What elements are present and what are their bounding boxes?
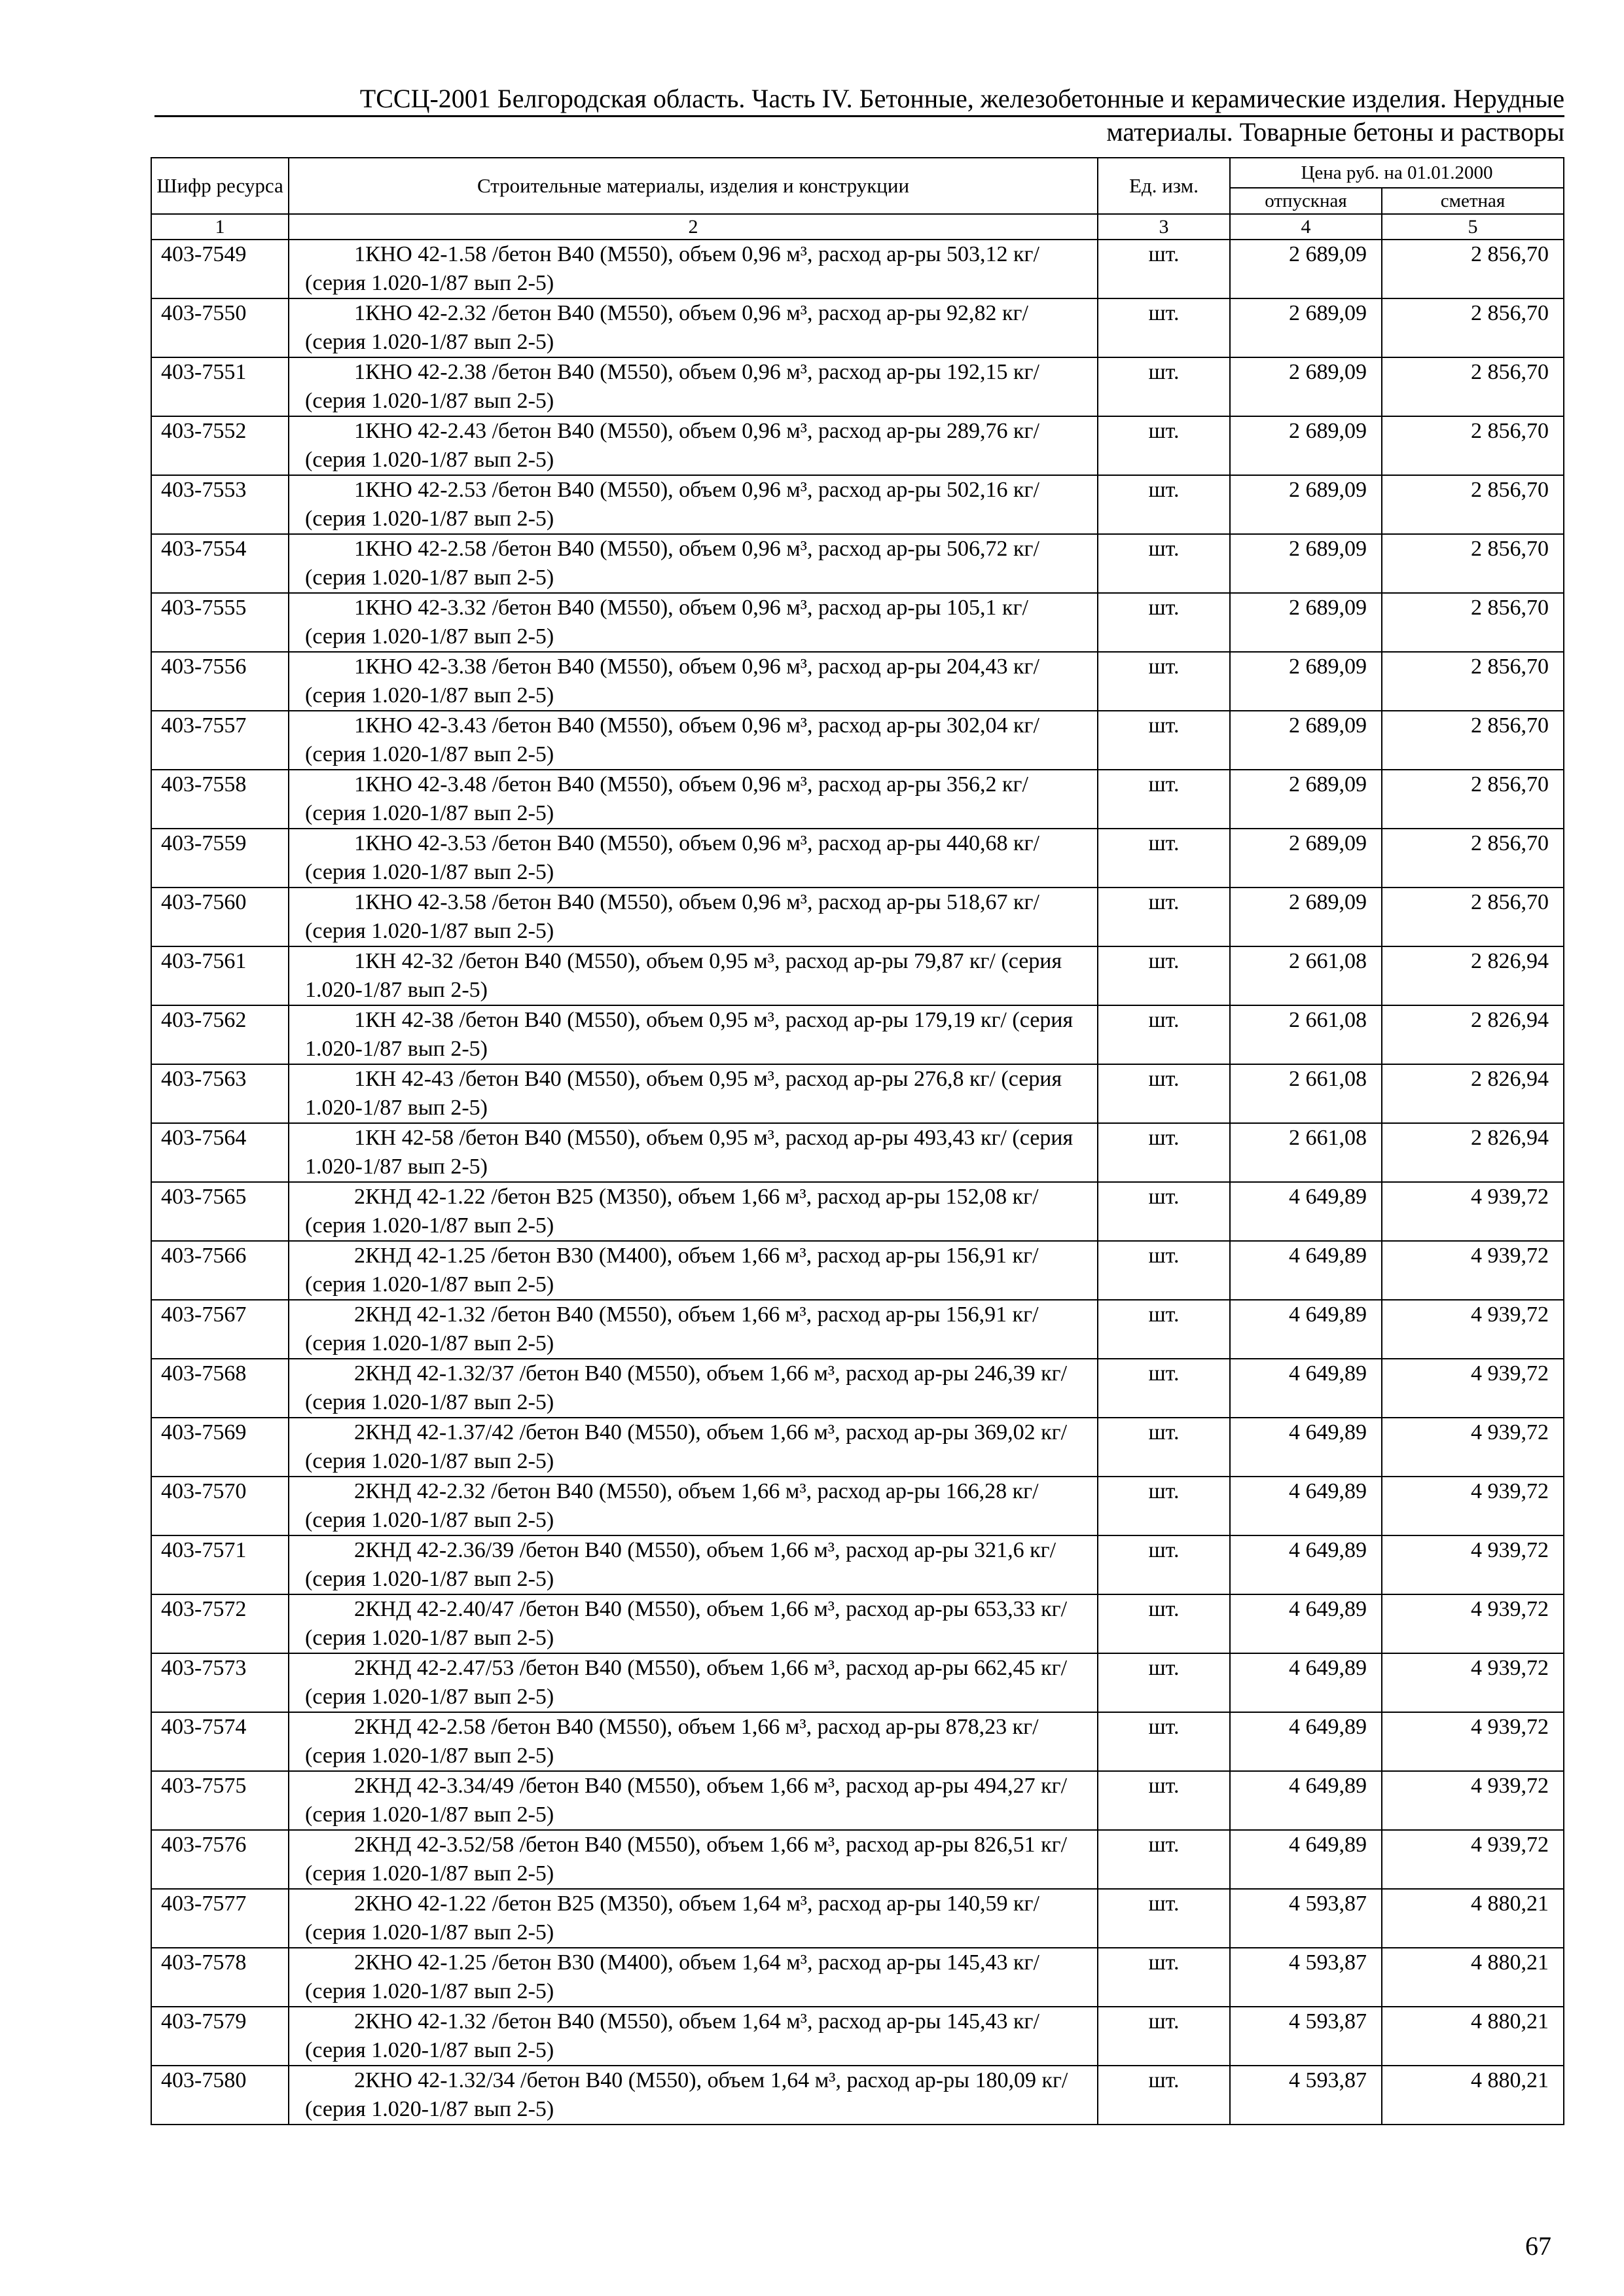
resource-code-cell: 403-7562 bbox=[151, 1005, 289, 1064]
table-row bbox=[151, 1241, 1564, 1300]
resource-code-cell: 403-7563 bbox=[151, 1064, 289, 1123]
unit-cell: шт. bbox=[1098, 1712, 1230, 1771]
resource-code-cell: 403-7554 bbox=[151, 534, 289, 593]
release-price-cell: 4 649,89 bbox=[1230, 1712, 1382, 1771]
release-price-cell: 4 649,89 bbox=[1230, 1535, 1382, 1594]
col-header-name: Строительные материалы, изделия и конструкции bbox=[289, 158, 1098, 214]
release-price-cell: 4 649,89 bbox=[1230, 1241, 1382, 1300]
resource-code-cell: 403-7567 bbox=[151, 1300, 289, 1359]
estimate-price-cell: 4 939,72 bbox=[1382, 1712, 1564, 1771]
material-description-cell: 2КНД 42-2.40/47 /бетон В40 (М550), объем 1,66 м³, расход ар-ры 653,33 кг/ (серия 1.020-1/87 вып 2-5) bbox=[289, 1594, 1098, 1653]
release-price-cell: 2 689,09 bbox=[1230, 475, 1382, 534]
table-row bbox=[151, 1359, 1564, 1418]
col-header-code: Шифр ресурса bbox=[151, 158, 289, 214]
estimate-price-cell: 2 856,70 bbox=[1382, 711, 1564, 770]
material-description-cell: 2КНО 42-1.25 /бетон В30 (М400), объем 1,64 м³, расход ар-ры 145,43 кг/ (серия 1.020-1/87 вып 2-5) bbox=[289, 1948, 1098, 2007]
resource-code-cell: 403-7570 bbox=[151, 1477, 289, 1535]
resource-code-cell: 403-7564 bbox=[151, 1123, 289, 1182]
release-price-cell: 4 649,89 bbox=[1230, 1300, 1382, 1359]
unit-cell: шт. bbox=[1098, 534, 1230, 593]
unit-cell: шт. bbox=[1098, 946, 1230, 1005]
estimate-price-cell: 4 880,21 bbox=[1382, 1889, 1564, 1948]
material-description-cell: 1КНО 42-2.32 /бетон В40 (М550), объем 0,96 м³, расход ар-ры 92,82 кг/ (серия 1.020-1/87 вып 2-5) bbox=[289, 298, 1098, 357]
release-price-cell: 2 689,09 bbox=[1230, 652, 1382, 711]
table-row bbox=[151, 1712, 1564, 1771]
material-description-cell: 2КНО 42-1.22 /бетон В25 (М350), объем 1,64 м³, расход ар-ры 140,59 кг/ (серия 1.020-1/87 вып 2-5) bbox=[289, 1889, 1098, 1948]
table-row bbox=[151, 1830, 1564, 1889]
release-price-cell: 4 649,89 bbox=[1230, 1359, 1382, 1418]
estimate-price-cell: 2 856,70 bbox=[1382, 534, 1564, 593]
material-description-cell: 1КНО 42-1.58 /бетон В40 (М550), объем 0,96 м³, расход ар-ры 503,12 кг/ (серия 1.020-1/87 вып 2-5) bbox=[289, 240, 1098, 298]
table-body bbox=[151, 240, 1564, 2125]
table-row bbox=[151, 652, 1564, 711]
material-description-cell: 1КНО 42-3.43 /бетон В40 (М550), объем 0,96 м³, расход ар-ры 302,04 кг/ (серия 1.020-1/87 вып 2-5) bbox=[289, 711, 1098, 770]
resource-code-cell: 403-7551 bbox=[151, 357, 289, 416]
col-header-price-group: Цена руб. на 01.01.2000 bbox=[1230, 158, 1564, 188]
release-price-cell: 2 661,08 bbox=[1230, 946, 1382, 1005]
resource-code-cell: 403-7557 bbox=[151, 711, 289, 770]
table-row bbox=[151, 1064, 1564, 1123]
table-row bbox=[151, 298, 1564, 357]
material-description-cell: 1КНО 42-2.43 /бетон В40 (М550), объем 0,96 м³, расход ар-ры 289,76 кг/ (серия 1.020-1/87 вып 2-5) bbox=[289, 416, 1098, 475]
unit-cell: шт. bbox=[1098, 1771, 1230, 1830]
resource-code-cell: 403-7573 bbox=[151, 1653, 289, 1712]
release-price-cell: 4 593,87 bbox=[1230, 2066, 1382, 2125]
release-price-cell: 4 649,89 bbox=[1230, 1653, 1382, 1712]
unit-cell: шт. bbox=[1098, 1064, 1230, 1123]
resource-code-cell: 403-7578 bbox=[151, 1948, 289, 2007]
release-price-cell: 2 689,09 bbox=[1230, 240, 1382, 298]
table-row bbox=[151, 357, 1564, 416]
table-row bbox=[151, 1123, 1564, 1182]
col-number-1: 1 bbox=[151, 214, 289, 240]
material-description-cell: 2КНД 42-3.34/49 /бетон В40 (М550), объем 1,66 м³, расход ар-ры 494,27 кг/ (серия 1.020-1/87 вып 2-5) bbox=[289, 1771, 1098, 1830]
resource-code-cell: 403-7571 bbox=[151, 1535, 289, 1594]
material-description-cell: 2КНД 42-2.47/53 /бетон В40 (М550), объем 1,66 м³, расход ар-ры 662,45 кг/ (серия 1.020-1/87 вып 2-5) bbox=[289, 1653, 1098, 1712]
unit-cell: шт. bbox=[1098, 1830, 1230, 1889]
estimate-price-cell: 2 826,94 bbox=[1382, 1005, 1564, 1064]
table-row bbox=[151, 1771, 1564, 1830]
table-row bbox=[151, 1182, 1564, 1241]
estimate-price-cell: 4 939,72 bbox=[1382, 1418, 1564, 1477]
resource-code-cell: 403-7579 bbox=[151, 2007, 289, 2066]
table-row bbox=[151, 2066, 1564, 2125]
table-row bbox=[151, 475, 1564, 534]
table-row bbox=[151, 888, 1564, 946]
material-description-cell: 1КН 42-38 /бетон В40 (М550), объем 0,95 м³, расход ар-ры 179,19 кг/ (серия 1.020-1/87 вып 2-5) bbox=[289, 1005, 1098, 1064]
release-price-cell: 2 661,08 bbox=[1230, 1005, 1382, 1064]
material-description-cell: 2КНД 42-2.58 /бетон В40 (М550), объем 1,66 м³, расход ар-ры 878,23 кг/ (серия 1.020-1/87 вып 2-5) bbox=[289, 1712, 1098, 1771]
resource-code-cell: 403-7561 bbox=[151, 946, 289, 1005]
estimate-price-cell: 2 826,94 bbox=[1382, 946, 1564, 1005]
material-description-cell: 2КНО 42-1.32/34 /бетон В40 (М550), объем 1,64 м³, расход ар-ры 180,09 кг/ (серия 1.020-1/87 вып 2-5) bbox=[289, 2066, 1098, 2125]
col-header-price-release: отпускная bbox=[1230, 188, 1382, 214]
release-price-cell: 4 593,87 bbox=[1230, 1889, 1382, 1948]
table-row bbox=[151, 1300, 1564, 1359]
release-price-cell: 2 689,09 bbox=[1230, 298, 1382, 357]
release-price-cell: 4 593,87 bbox=[1230, 1948, 1382, 2007]
table-row bbox=[151, 1535, 1564, 1594]
material-description-cell: 1КН 42-43 /бетон В40 (М550), объем 0,95 м³, расход ар-ры 276,8 кг/ (серия 1.020-1/87 вып 2-5) bbox=[289, 1064, 1098, 1123]
table-row bbox=[151, 1889, 1564, 1948]
col-number-5: 5 bbox=[1382, 214, 1564, 240]
estimate-price-cell: 2 856,70 bbox=[1382, 888, 1564, 946]
resource-code-cell: 403-7559 bbox=[151, 829, 289, 888]
col-header-price-estimate: сметная bbox=[1382, 188, 1564, 214]
estimate-price-cell: 4 939,72 bbox=[1382, 1477, 1564, 1535]
unit-cell: шт. bbox=[1098, 1948, 1230, 2007]
material-description-cell: 1КН 42-58 /бетон В40 (М550), объем 0,95 м³, расход ар-ры 493,43 кг/ (серия 1.020-1/87 вып 2-5) bbox=[289, 1123, 1098, 1182]
unit-cell: шт. bbox=[1098, 1653, 1230, 1712]
table-row bbox=[151, 829, 1564, 888]
unit-cell: шт. bbox=[1098, 888, 1230, 946]
estimate-price-cell: 4 939,72 bbox=[1382, 1653, 1564, 1712]
resource-code-cell: 403-7560 bbox=[151, 888, 289, 946]
table-row bbox=[151, 1594, 1564, 1653]
unit-cell: шт. bbox=[1098, 1889, 1230, 1948]
estimate-price-cell: 2 856,70 bbox=[1382, 475, 1564, 534]
estimate-price-cell: 4 939,72 bbox=[1382, 1182, 1564, 1241]
estimate-price-cell: 4 939,72 bbox=[1382, 1771, 1564, 1830]
material-description-cell: 2КНД 42-1.32 /бетон В40 (М550), объем 1,66 м³, расход ар-ры 156,91 кг/ (серия 1.020-1/87 вып 2-5) bbox=[289, 1300, 1098, 1359]
estimate-price-cell: 2 826,94 bbox=[1382, 1123, 1564, 1182]
material-description-cell: 1КНО 42-3.58 /бетон В40 (М550), объем 0,96 м³, расход ар-ры 518,67 кг/ (серия 1.020-1/87 вып 2-5) bbox=[289, 888, 1098, 946]
header-line-1: ТССЦ-2001 Белгородская область. Часть IV. Бетонные, железобетонные и керамические изделия. Нерудные bbox=[154, 84, 1564, 117]
unit-cell: шт. bbox=[1098, 2007, 1230, 2066]
estimate-price-cell: 4 880,21 bbox=[1382, 2007, 1564, 2066]
resource-code-cell: 403-7574 bbox=[151, 1712, 289, 1771]
material-description-cell: 1КНО 42-2.38 /бетон В40 (М550), объем 0,96 м³, расход ар-ры 192,15 кг/ (серия 1.020-1/87 вып 2-5) bbox=[289, 357, 1098, 416]
resource-code-cell: 403-7565 bbox=[151, 1182, 289, 1241]
unit-cell: шт. bbox=[1098, 829, 1230, 888]
resource-code-cell: 403-7580 bbox=[151, 2066, 289, 2125]
release-price-cell: 4 593,87 bbox=[1230, 2007, 1382, 2066]
material-description-cell: 1КНО 42-2.53 /бетон В40 (М550), объем 0,96 м³, расход ар-ры 502,16 кг/ (серия 1.020-1/87 вып 2-5) bbox=[289, 475, 1098, 534]
resource-code-cell: 403-7572 bbox=[151, 1594, 289, 1653]
unit-cell: шт. bbox=[1098, 711, 1230, 770]
price-table bbox=[151, 157, 1564, 2125]
estimate-price-cell: 4 939,72 bbox=[1382, 1241, 1564, 1300]
release-price-cell: 2 689,09 bbox=[1230, 357, 1382, 416]
unit-cell: шт. bbox=[1098, 1359, 1230, 1418]
material-description-cell: 2КНД 42-1.22 /бетон В25 (М350), объем 1,66 м³, расход ар-ры 152,08 кг/ (серия 1.020-1/87 вып 2-5) bbox=[289, 1182, 1098, 1241]
estimate-price-cell: 4 939,72 bbox=[1382, 1300, 1564, 1359]
release-price-cell: 2 689,09 bbox=[1230, 534, 1382, 593]
estimate-price-cell: 4 939,72 bbox=[1382, 1535, 1564, 1594]
unit-cell: шт. bbox=[1098, 475, 1230, 534]
material-description-cell: 2КНД 42-1.32/37 /бетон В40 (М550), объем 1,66 м³, расход ар-ры 246,39 кг/ (серия 1.020-1/87 вып 2-5) bbox=[289, 1359, 1098, 1418]
resource-code-cell: 403-7569 bbox=[151, 1418, 289, 1477]
estimate-price-cell: 4 939,72 bbox=[1382, 1359, 1564, 1418]
col-number-4: 4 bbox=[1230, 214, 1382, 240]
resource-code-cell: 403-7577 bbox=[151, 1889, 289, 1948]
unit-cell: шт. bbox=[1098, 593, 1230, 652]
estimate-price-cell: 2 826,94 bbox=[1382, 1064, 1564, 1123]
material-description-cell: 2КНД 42-1.37/42 /бетон В40 (М550), объем 1,66 м³, расход ар-ры 369,02 кг/ (серия 1.020-1/87 вып 2-5) bbox=[289, 1418, 1098, 1477]
release-price-cell: 4 649,89 bbox=[1230, 1594, 1382, 1653]
unit-cell: шт. bbox=[1098, 770, 1230, 829]
table-row bbox=[151, 711, 1564, 770]
material-description-cell: 1КНО 42-2.58 /бетон В40 (М550), объем 0,96 м³, расход ар-ры 506,72 кг/ (серия 1.020-1/87 вып 2-5) bbox=[289, 534, 1098, 593]
unit-cell: шт. bbox=[1098, 1241, 1230, 1300]
unit-cell: шт. bbox=[1098, 1300, 1230, 1359]
resource-code-cell: 403-7576 bbox=[151, 1830, 289, 1889]
release-price-cell: 4 649,89 bbox=[1230, 1771, 1382, 1830]
table-row bbox=[151, 2007, 1564, 2066]
material-description-cell: 1КНО 42-3.32 /бетон В40 (М550), объем 0,96 м³, расход ар-ры 105,1 кг/ (серия 1.020-1/87 вып 2-5) bbox=[289, 593, 1098, 652]
unit-cell: шт. bbox=[1098, 1418, 1230, 1477]
table-row bbox=[151, 1477, 1564, 1535]
col-number-3: 3 bbox=[1098, 214, 1230, 240]
estimate-price-cell: 2 856,70 bbox=[1382, 298, 1564, 357]
estimate-price-cell: 2 856,70 bbox=[1382, 652, 1564, 711]
estimate-price-cell: 2 856,70 bbox=[1382, 416, 1564, 475]
estimate-price-cell: 4 880,21 bbox=[1382, 2066, 1564, 2125]
material-description-cell: 1КНО 42-3.38 /бетон В40 (М550), объем 0,96 м³, расход ар-ры 204,43 кг/ (серия 1.020-1/87 вып 2-5) bbox=[289, 652, 1098, 711]
estimate-price-cell: 2 856,70 bbox=[1382, 357, 1564, 416]
resource-code-cell: 403-7552 bbox=[151, 416, 289, 475]
estimate-price-cell: 4 939,72 bbox=[1382, 1594, 1564, 1653]
release-price-cell: 2 689,09 bbox=[1230, 593, 1382, 652]
unit-cell: шт. bbox=[1098, 1123, 1230, 1182]
estimate-price-cell: 2 856,70 bbox=[1382, 770, 1564, 829]
unit-cell: шт. bbox=[1098, 298, 1230, 357]
header-line-2: материалы. Товарные бетоны и растворы bbox=[1106, 117, 1564, 147]
release-price-cell: 2 689,09 bbox=[1230, 829, 1382, 888]
unit-cell: шт. bbox=[1098, 1594, 1230, 1653]
table-row bbox=[151, 416, 1564, 475]
material-description-cell: 1КНО 42-3.53 /бетон В40 (М550), объем 0,96 м³, расход ар-ры 440,68 кг/ (серия 1.020-1/87 вып 2-5) bbox=[289, 829, 1098, 888]
release-price-cell: 4 649,89 bbox=[1230, 1182, 1382, 1241]
table-row bbox=[151, 946, 1564, 1005]
resource-code-cell: 403-7553 bbox=[151, 475, 289, 534]
table-row bbox=[151, 240, 1564, 298]
resource-code-cell: 403-7550 bbox=[151, 298, 289, 357]
material-description-cell: 2КНО 42-1.32 /бетон В40 (М550), объем 1,64 м³, расход ар-ры 145,43 кг/ (серия 1.020-1/87 вып 2-5) bbox=[289, 2007, 1098, 2066]
release-price-cell: 4 649,89 bbox=[1230, 1418, 1382, 1477]
table-row bbox=[151, 1005, 1564, 1064]
material-description-cell: 1КНО 42-3.48 /бетон В40 (М550), объем 0,96 м³, расход ар-ры 356,2 кг/ (серия 1.020-1/87 вып 2-5) bbox=[289, 770, 1098, 829]
estimate-price-cell: 2 856,70 bbox=[1382, 829, 1564, 888]
unit-cell: шт. bbox=[1098, 1005, 1230, 1064]
unit-cell: шт. bbox=[1098, 357, 1230, 416]
running-header bbox=[154, 84, 1564, 147]
resource-code-cell: 403-7558 bbox=[151, 770, 289, 829]
resource-code-cell: 403-7575 bbox=[151, 1771, 289, 1830]
resource-code-cell: 403-7568 bbox=[151, 1359, 289, 1418]
col-number-2: 2 bbox=[289, 214, 1098, 240]
release-price-cell: 2 661,08 bbox=[1230, 1123, 1382, 1182]
resource-code-cell: 403-7549 bbox=[151, 240, 289, 298]
estimate-price-cell: 4 880,21 bbox=[1382, 1948, 1564, 2007]
table-row bbox=[151, 1948, 1564, 2007]
resource-code-cell: 403-7556 bbox=[151, 652, 289, 711]
material-description-cell: 2КНД 42-1.25 /бетон В30 (М400), объем 1,66 м³, расход ар-ры 156,91 кг/ (серия 1.020-1/87 вып 2-5) bbox=[289, 1241, 1098, 1300]
page-number: 67 bbox=[1525, 2231, 1551, 2261]
material-description-cell: 2КНД 42-2.36/39 /бетон В40 (М550), объем 1,66 м³, расход ар-ры 321,6 кг/ (серия 1.020-1/87 вып 2-5) bbox=[289, 1535, 1098, 1594]
unit-cell: шт. bbox=[1098, 240, 1230, 298]
release-price-cell: 2 661,08 bbox=[1230, 1064, 1382, 1123]
unit-cell: шт. bbox=[1098, 652, 1230, 711]
table-row bbox=[151, 593, 1564, 652]
table-row bbox=[151, 770, 1564, 829]
resource-code-cell: 403-7566 bbox=[151, 1241, 289, 1300]
estimate-price-cell: 2 856,70 bbox=[1382, 240, 1564, 298]
resource-code-cell: 403-7555 bbox=[151, 593, 289, 652]
table-row bbox=[151, 1418, 1564, 1477]
material-description-cell: 2КНД 42-2.32 /бетон В40 (М550), объем 1,66 м³, расход ар-ры 166,28 кг/ (серия 1.020-1/87 вып 2-5) bbox=[289, 1477, 1098, 1535]
col-header-unit: Ед. изм. bbox=[1098, 158, 1230, 214]
release-price-cell: 2 689,09 bbox=[1230, 416, 1382, 475]
unit-cell: шт. bbox=[1098, 416, 1230, 475]
unit-cell: шт. bbox=[1098, 1535, 1230, 1594]
table-row bbox=[151, 534, 1564, 593]
table-row bbox=[151, 1653, 1564, 1712]
release-price-cell: 2 689,09 bbox=[1230, 711, 1382, 770]
release-price-cell: 4 649,89 bbox=[1230, 1830, 1382, 1889]
release-price-cell: 2 689,09 bbox=[1230, 888, 1382, 946]
unit-cell: шт. bbox=[1098, 1477, 1230, 1535]
estimate-price-cell: 4 939,72 bbox=[1382, 1830, 1564, 1889]
material-description-cell: 2КНД 42-3.52/58 /бетон В40 (М550), объем 1,66 м³, расход ар-ры 826,51 кг/ (серия 1.020-1/87 вып 2-5) bbox=[289, 1830, 1098, 1889]
unit-cell: шт. bbox=[1098, 1182, 1230, 1241]
unit-cell: шт. bbox=[1098, 2066, 1230, 2125]
material-description-cell: 1КН 42-32 /бетон В40 (М550), объем 0,95 м³, расход ар-ры 79,87 кг/ (серия 1.020-1/87 вып 2-5) bbox=[289, 946, 1098, 1005]
estimate-price-cell: 2 856,70 bbox=[1382, 593, 1564, 652]
release-price-cell: 4 649,89 bbox=[1230, 1477, 1382, 1535]
release-price-cell: 2 689,09 bbox=[1230, 770, 1382, 829]
